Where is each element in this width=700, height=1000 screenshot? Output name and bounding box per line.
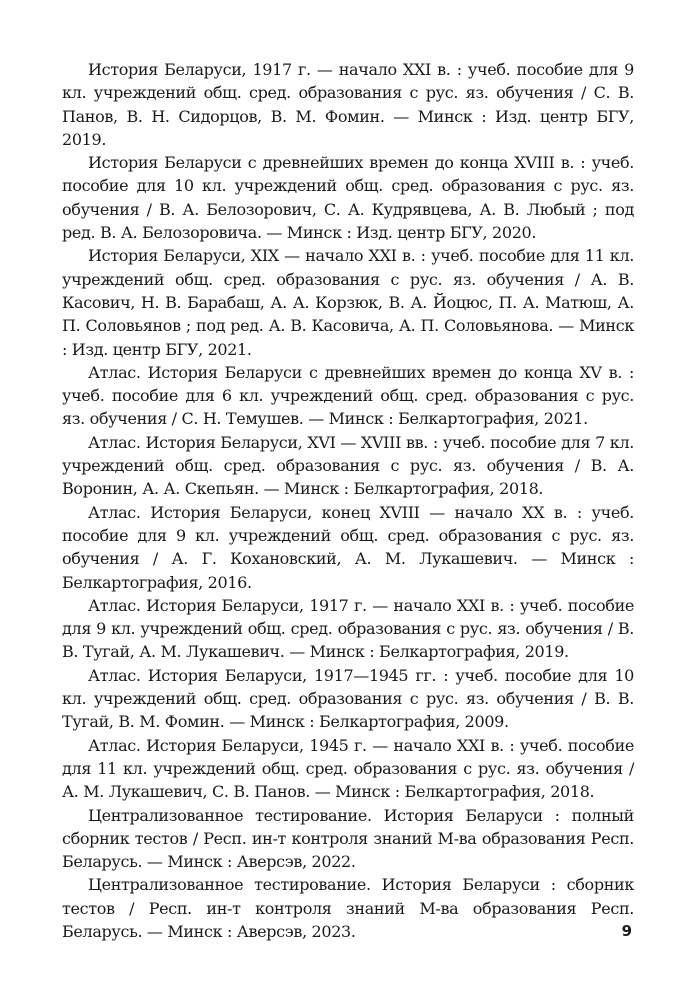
- bibliography-entry: Атлас. История Беларуси, конец XVIII — начало XX в. : учеб. пособие для 9 кл. учреждений общ. сред. образования с рус. яз. обучения / А. Г. Кохановский, А. М. Лукашевич. — Минск : Белкартография, 2016.: [62, 502, 634, 592]
- bibliography-entry: Централизованное тестирование. История Беларуси : полный сборник тестов / Респ. ин-т контроля знаний М-ва образования Респ. Беларусь. — Минск : Аверсэв, 2022.: [62, 805, 634, 872]
- bibliography-entry: Атлас. История Беларуси, XVI — XVIII вв. : учеб. пособие для 7 кл. учреждений общ. сред. образования с рус. яз. обучения / В. А. Воронин, А. А. Скепьян. — Минск : Белкартография, 2018.: [62, 432, 634, 499]
- page-number: 9: [621, 922, 632, 940]
- bibliography-entry: История Беларуси, 1917 г. — начало XXI в. : учеб. пособие для 9 кл. учреждений общ. сред. образования с рус. яз. обучения / С. В. Панов, В. Н. Сидорцов, В. М. Фомин. — Минск : Изд. центр БГУ, 2019.: [62, 60, 634, 149]
- bibliography-list: [62, 58, 634, 943]
- bibliography-entry: Атлас. История Беларуси, 1945 г. — начало XXI в. : учеб. пособие для 11 кл. учреждений общ. сред. образования с рус. яз. обучения / А. М. Лукашевич, С. В. Панов. — Минск : Белкартография, 2018.: [62, 735, 634, 802]
- bibliography-entry: История Беларуси с древнейших времен до конца XVIII в. : учеб. пособие для 10 кл. учреждений общ. сред. образования с рус. яз. обучения / В. А. Белозорович, С. А. Кудрявцева, А. В. Любый ; под ред. В. А. Белозоровича. — Минск : Изд. центр БГУ, 2020.: [62, 153, 634, 243]
- bibliography-entry: Атлас. История Беларуси, 1917—1945 гг. : учеб. пособие для 10 кл. учреждений общ. сред. образования с рус. яз. обучения / В. В. Тугай, В. М. Фомин. — Минск : Белкартография, 2009.: [62, 665, 634, 732]
- bibliography-entry: Централизованное тестирование. История Беларуси : сборник тестов / Респ. ин-т контроля знаний М-ва образования Респ. Беларусь. — Минск : Аверсэв, 2023.: [62, 875, 634, 941]
- bibliography-entry: Атлас. История Беларуси с древнейших времен до конца XV в. : учеб. пособие для 6 кл. учреждений общ. сред. образования с рус. яз. обучения / С. Н. Темушев. — Минск : Белкартография, 2021.: [62, 362, 634, 429]
- bibliography-entry: История Беларуси, XIX — начало XXI в. : учеб. пособие для 11 кл. учреждений общ. сред. образования с рус. яз. обучения / А. В. Касович, Н. В. Барабаш, А. А. Корзюк, В. А. Йоцюс, П. А. Матюш, А. П. Соловьянов ; под ред. А. В. Касовича, А. П. Соловьянова. — Минск : Изд. центр БГУ, 2021.: [62, 246, 634, 359]
- bibliography-entry: Атлас. История Беларуси, 1917 г. — начало XXI в. : учеб. пособие для 9 кл. учреждений общ. сред. образования с рус. яз. обучения / В. В. Тугай, А. М. Лукашевич. — Минск : Белкартография, 2019.: [62, 595, 634, 662]
